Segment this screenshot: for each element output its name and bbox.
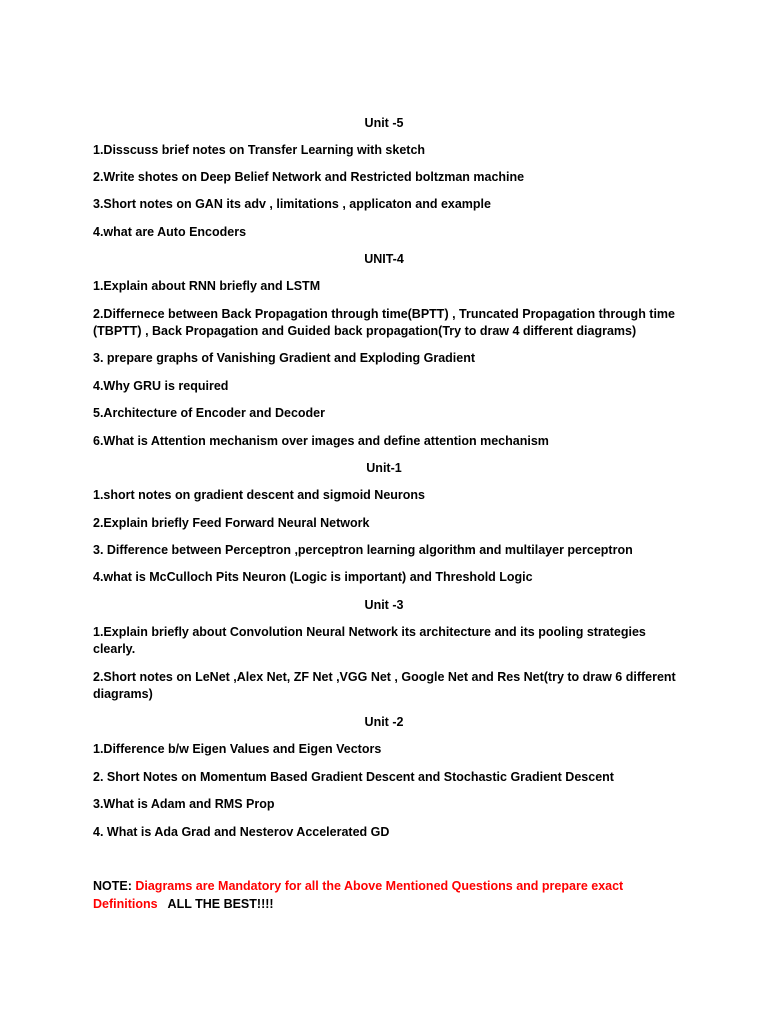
- unit-3-question-1-line-2: clearly.: [93, 642, 136, 656]
- unit-2-heading: Unit -2: [364, 715, 404, 729]
- note-closing: ALL THE BEST!!!!: [157, 897, 274, 911]
- unit-4-question-1: 1.Explain about RNN briefly and LSTM: [93, 279, 321, 293]
- note-warning-text: Diagrams are Mandatory for all the Above Mentioned Questions and prepare exact: [135, 879, 624, 893]
- unit-5-question-3: 3.Short notes on GAN its adv , limitations , applicaton and example: [93, 197, 491, 211]
- unit-2-question-3: 3.What is Adam and RMS Prop: [93, 797, 275, 811]
- unit-4-question-5: 5.Architecture of Encoder and Decoder: [93, 406, 326, 420]
- unit-1-heading: Unit-1: [366, 461, 402, 475]
- unit-1-question-4: 4.what is McCulloch Pits Neuron (Logic is important) and Threshold Logic: [93, 570, 533, 584]
- unit-3-question-2-line-1: 2.Short notes on LeNet ,Alex Net, ZF Net ,VGG Net , Google Net and Res Net(try to draw 6 different: [93, 670, 676, 684]
- unit-2-question-2: 2. Short Notes on Momentum Based Gradient Descent and Stochastic Gradient Descent: [93, 770, 614, 784]
- note-line-2: [93, 896, 274, 913]
- unit-4-question-3: 3. prepare graphs of Vanishing Gradient and Exploding Gradient: [93, 351, 476, 365]
- unit-4-question-4: 4.Why GRU is required: [93, 379, 229, 393]
- unit-4-heading: UNIT-4: [364, 252, 404, 266]
- unit-5-question-1: 1.Disscuss brief notes on Transfer Learning with sketch: [93, 143, 426, 157]
- unit-4-question-6: 6.What is Attention mechanism over images and define attention mechanism: [93, 434, 549, 448]
- unit-5-question-4: 4.what are Auto Encoders: [93, 225, 247, 239]
- unit-5-heading: Unit -5: [364, 116, 404, 130]
- unit-3-question-2-line-2: diagrams): [93, 687, 153, 701]
- unit-3-question-1-line-1: 1.Explain briefly about Convolution Neural Network its architecture and its pooling strategies: [93, 625, 646, 639]
- unit-1-question-2: 2.Explain briefly Feed Forward Neural Network: [93, 516, 370, 530]
- note-label: NOTE:: [93, 879, 136, 893]
- unit-4-question-2-line-2: (TBPTT) , Back Propagation and Guided back propagation(Try to draw 4 different diagrams): [93, 324, 637, 338]
- unit-4-question-2-line-1: 2.Differnece between Back Propagation through time(BPTT) , Truncated Propagation through time: [93, 307, 676, 321]
- note-warning-text-continued: Definitions: [93, 897, 158, 911]
- note-line-1: [93, 878, 623, 895]
- unit-2-question-1: 1.Difference b/w Eigen Values and Eigen Vectors: [93, 742, 382, 756]
- unit-2-question-4: 4. What is Ada Grad and Nesterov Accelerated GD: [93, 825, 390, 839]
- unit-3-heading: Unit -3: [364, 598, 404, 612]
- unit-1-question-3: 3. Difference between Perceptron ,perceptron learning algorithm and multilayer perceptron: [93, 543, 633, 557]
- unit-1-question-1: 1.short notes on gradient descent and sigmoid Neurons: [93, 488, 425, 502]
- unit-5-question-2: 2.Write shotes on Deep Belief Network and Restricted boltzman machine: [93, 170, 525, 184]
